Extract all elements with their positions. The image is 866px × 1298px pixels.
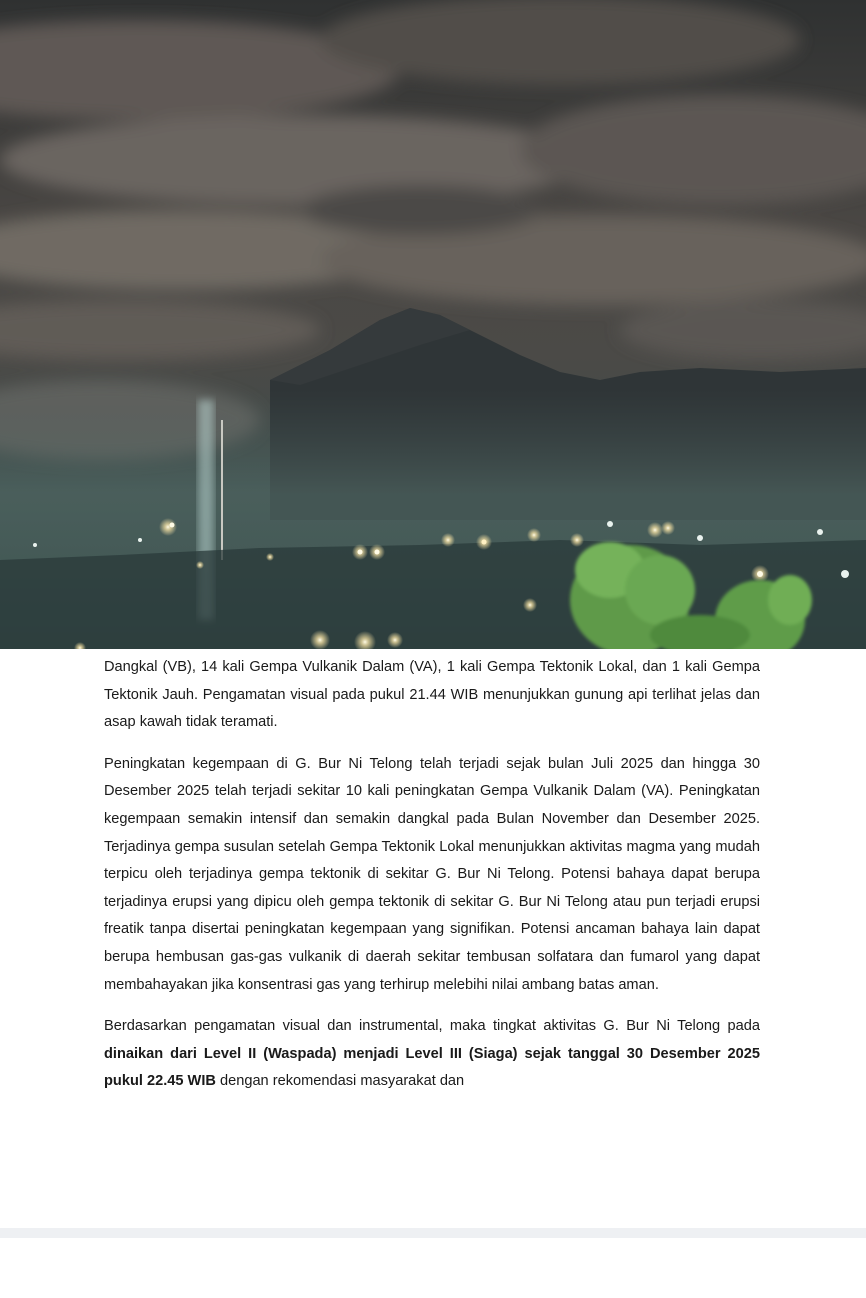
paragraph-2: Peningkatan kegempaan di G. Bur Ni Telong telah terjadi sejak bulan Juli 2025 dan hingga 30 Desember 2025 telah terjadi sekitar 10 kali peningkatan Gempa Vulkanik Dalam (VA). Peningkatan kegempaan semakin intensif dan semakin dangkal pada Bulan November dan Desember 2025. Terjadinya gempa susulan setelah Gempa Tektonik Lokal menunjukkan aktivitas magma yang mudah terpicu oleh terjadinya gempa tektonik di sekitar G. Bur Ni Telong. Potensi bahaya dapat berupa terjadinya erupsi yang dipicu oleh gempa tektonik di sekitar G. Bur Ni Telong atau pun terjadi erupsi freatik tanpa disertai peningkatan kegempaan yang signifikan. Potensi ancaman bahaya lain dapat berupa hembusan gas-gas vulkanik di daerah sekitar tembusan solfatara dan fumarol yang dapat membahayakan jika konsentrasi gas yang terhirup melebihi nilai ambang batas aman.: [104, 755, 760, 993]
paragraph-3-end: dengan rekomendasi masyarakat dan: [215, 1073, 465, 1090]
document-body: [104, 654, 760, 1110]
paragraph-3: [104, 1013, 760, 1096]
paragraph-1: Dangkal (VB), 14 kali Gempa Vulkanik Dalam (VA), 1 kali Gempa Tektonik Lokal, dan 1 kali Gempa Tektonik Jauh. Pengamatan visual pada pukul 21.44 WIB menunjukkan gunung api terlihat jelas dan asap kawah tidak teramati.: [104, 659, 760, 731]
paragraph-3-bold: dinaikan dari Level II (Waspada) menjadi Level III (Siaga) sejak tanggal 30 Desember 2025 pukul 22.45 WIB: [104, 1045, 760, 1090]
page-separator: [0, 1228, 866, 1238]
paragraph-3-start: Berdasarkan pengamatan visual dan instrumental, maka tingkat aktivitas G. Bur Ni Telong pada: [104, 1018, 760, 1035]
